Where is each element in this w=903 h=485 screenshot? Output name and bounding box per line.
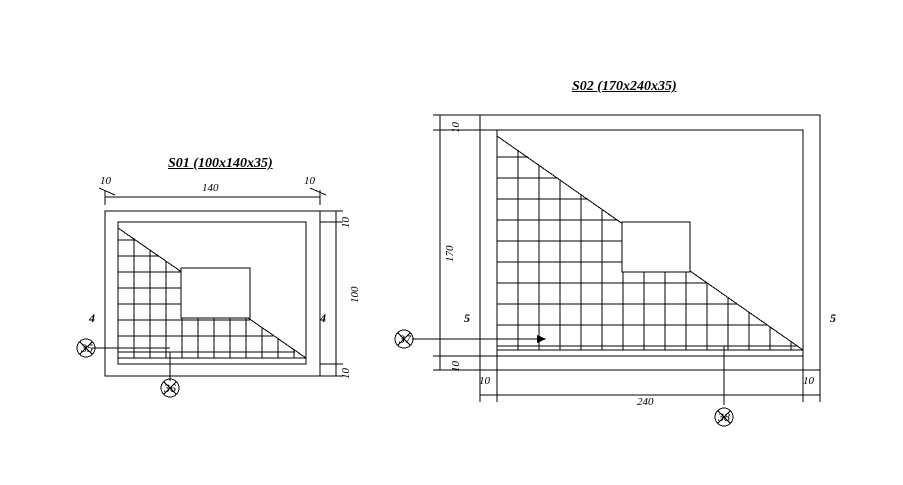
s02-width-label: 240 [637, 396, 654, 408]
s01-width-label: 140 [202, 182, 219, 194]
s02-height-label: 170 [444, 245, 456, 262]
s02-section-mark-left: 5 [464, 311, 470, 325]
s01-edge-top-left-label: 10 [100, 175, 111, 187]
s02-center-box [622, 222, 690, 272]
s01-section-mark-right: 4 [320, 311, 326, 325]
s01-edge-top-right-label: 10 [304, 175, 315, 187]
s02-bubble-left-label: 37 [399, 332, 411, 346]
s02-title: S02 (170x240x35) [572, 79, 677, 94]
s02-section-mark-right: 5 [830, 311, 836, 325]
s01-section-mark-left: 4 [89, 311, 95, 325]
s01-center-box [181, 268, 250, 318]
s02-edge-bottom-right-label: 10 [803, 375, 814, 387]
s01-edge-bottom-label: 10 [340, 368, 352, 379]
s02-edge-top-label: 10 [450, 122, 462, 133]
s02-edge-bottom-label: 10 [450, 361, 462, 372]
s02-bubble-bottom-label: 38 [718, 410, 730, 424]
s01-bubble-bottom-label: 36 [164, 381, 176, 395]
s01-title: S01 (100x140x35) [168, 156, 273, 171]
s01-edge-top-label: 10 [340, 217, 352, 228]
s02-edge-bottom-left-label: 10 [479, 375, 490, 387]
s01-height-label: 100 [349, 286, 361, 303]
s01-bubble-left-label: 35 [81, 341, 93, 355]
